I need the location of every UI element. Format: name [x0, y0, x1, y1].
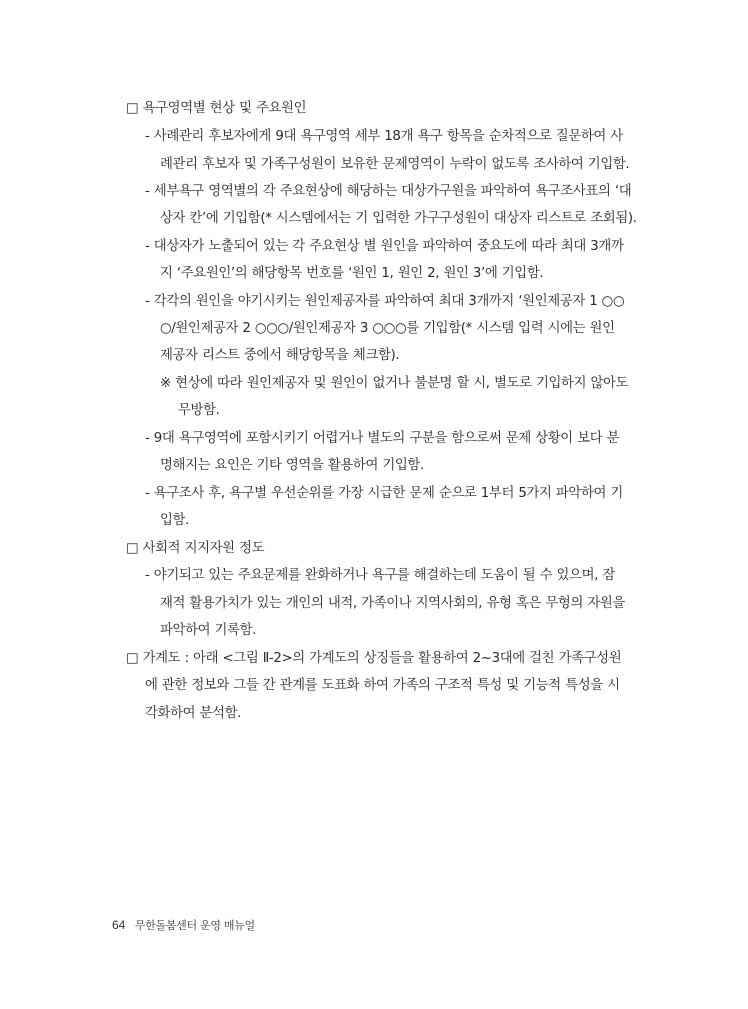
- list-item: - 사례관리 후보자에게 9대 욕구영역 세부 18개 욕구 항목을 순차적으로 질문하여 사: [145, 129, 623, 144]
- list-item: - 대상자가 노출되어 있는 각 주요현상 별 원인을 파악하여 중요도에 따라 최대 3개까: [145, 239, 624, 254]
- page-number: 64: [112, 918, 126, 932]
- list-item-continuation: 상자 칸’에 기입함(* 시스템에서는 기 입력한 가구구성원이 대상자 리스트로 조회됨).: [160, 211, 637, 226]
- list-item-continuation: 제공자 리스트 중에서 해당항목을 체크함).: [160, 348, 400, 363]
- section-heading-social-support: □ 사회적 지지자원 정도: [126, 541, 265, 556]
- list-item-continuation: 례관리 후보자 및 가족구성원이 보유한 문제영역이 누락이 없도록 조사하여 기입함.: [160, 157, 630, 172]
- list-item: - 9대 욕구영역에 포함시키기 어렵거나 별도의 구분을 함으로써 문제 상황이 보다 분: [145, 431, 620, 446]
- list-item-continuation: 입함.: [160, 513, 189, 528]
- note-item-continuation: 무방함.: [178, 403, 220, 418]
- note-item: ※ 현상에 따라 원인제공자 및 원인이 없거나 불분명 할 시, 별도로 기입하지 않아도: [160, 376, 629, 391]
- section-heading-genogram: □ 가계도 : 아래 <그림 Ⅱ-2>의 가계도의 상징들을 활용하여 2~3대에 걸친 가족구성원: [126, 651, 622, 666]
- list-item-continuation: 명해지는 요인은 기타 영역을 활용하여 기입함.: [160, 458, 424, 473]
- list-item-continuation: 파악하여 기록함.: [160, 623, 256, 638]
- section-continuation: 각화하여 분석함.: [145, 706, 241, 721]
- list-item-continuation: 재적 활용가치가 있는 개인의 내적, 가족이나 지역사회의, 유형 혹은 무형의 자원을: [160, 596, 625, 611]
- list-item: - 야기되고 있는 주요문제를 완화하거나 욕구를 해결하는데 도움이 될 수 있으며, 잠: [145, 568, 615, 583]
- section-continuation: 에 관한 정보와 그들 간 관계를 도표화 하여 가족의 구조적 특성 및 기능적 특성을 시: [145, 678, 620, 693]
- page-footer: [112, 917, 255, 934]
- list-item: - 각각의 원인을 야기시키는 원인제공자를 파악하여 최대 3개까지 ‘원인제공자 1 ○○: [145, 294, 625, 309]
- footer-title: 무한돌봄센터 운영 매뉴얼: [134, 919, 255, 932]
- section-heading-needs: □ 욕구영역별 현상 및 주요원인: [126, 101, 307, 116]
- list-item-continuation: 지 ‘주요원인’의 해당항목 번호를 ‘원인 1, 원인 2, 원인 3’에 기입함.: [160, 266, 544, 281]
- list-item-continuation: ○/원인제공자 2 ○○○/원인제공자 3 ○○○를 기입함(* 시스템 입력 시에는 원인: [160, 321, 615, 336]
- list-item: - 욕구조사 후, 욕구별 우선순위를 가장 시급한 문제 순으로 1부터 5가지 파악하여 기: [145, 486, 623, 501]
- list-item: - 세부욕구 영역별의 각 주요현상에 해당하는 대상가구원을 파악하여 욕구조사표의 ‘대: [145, 184, 632, 199]
